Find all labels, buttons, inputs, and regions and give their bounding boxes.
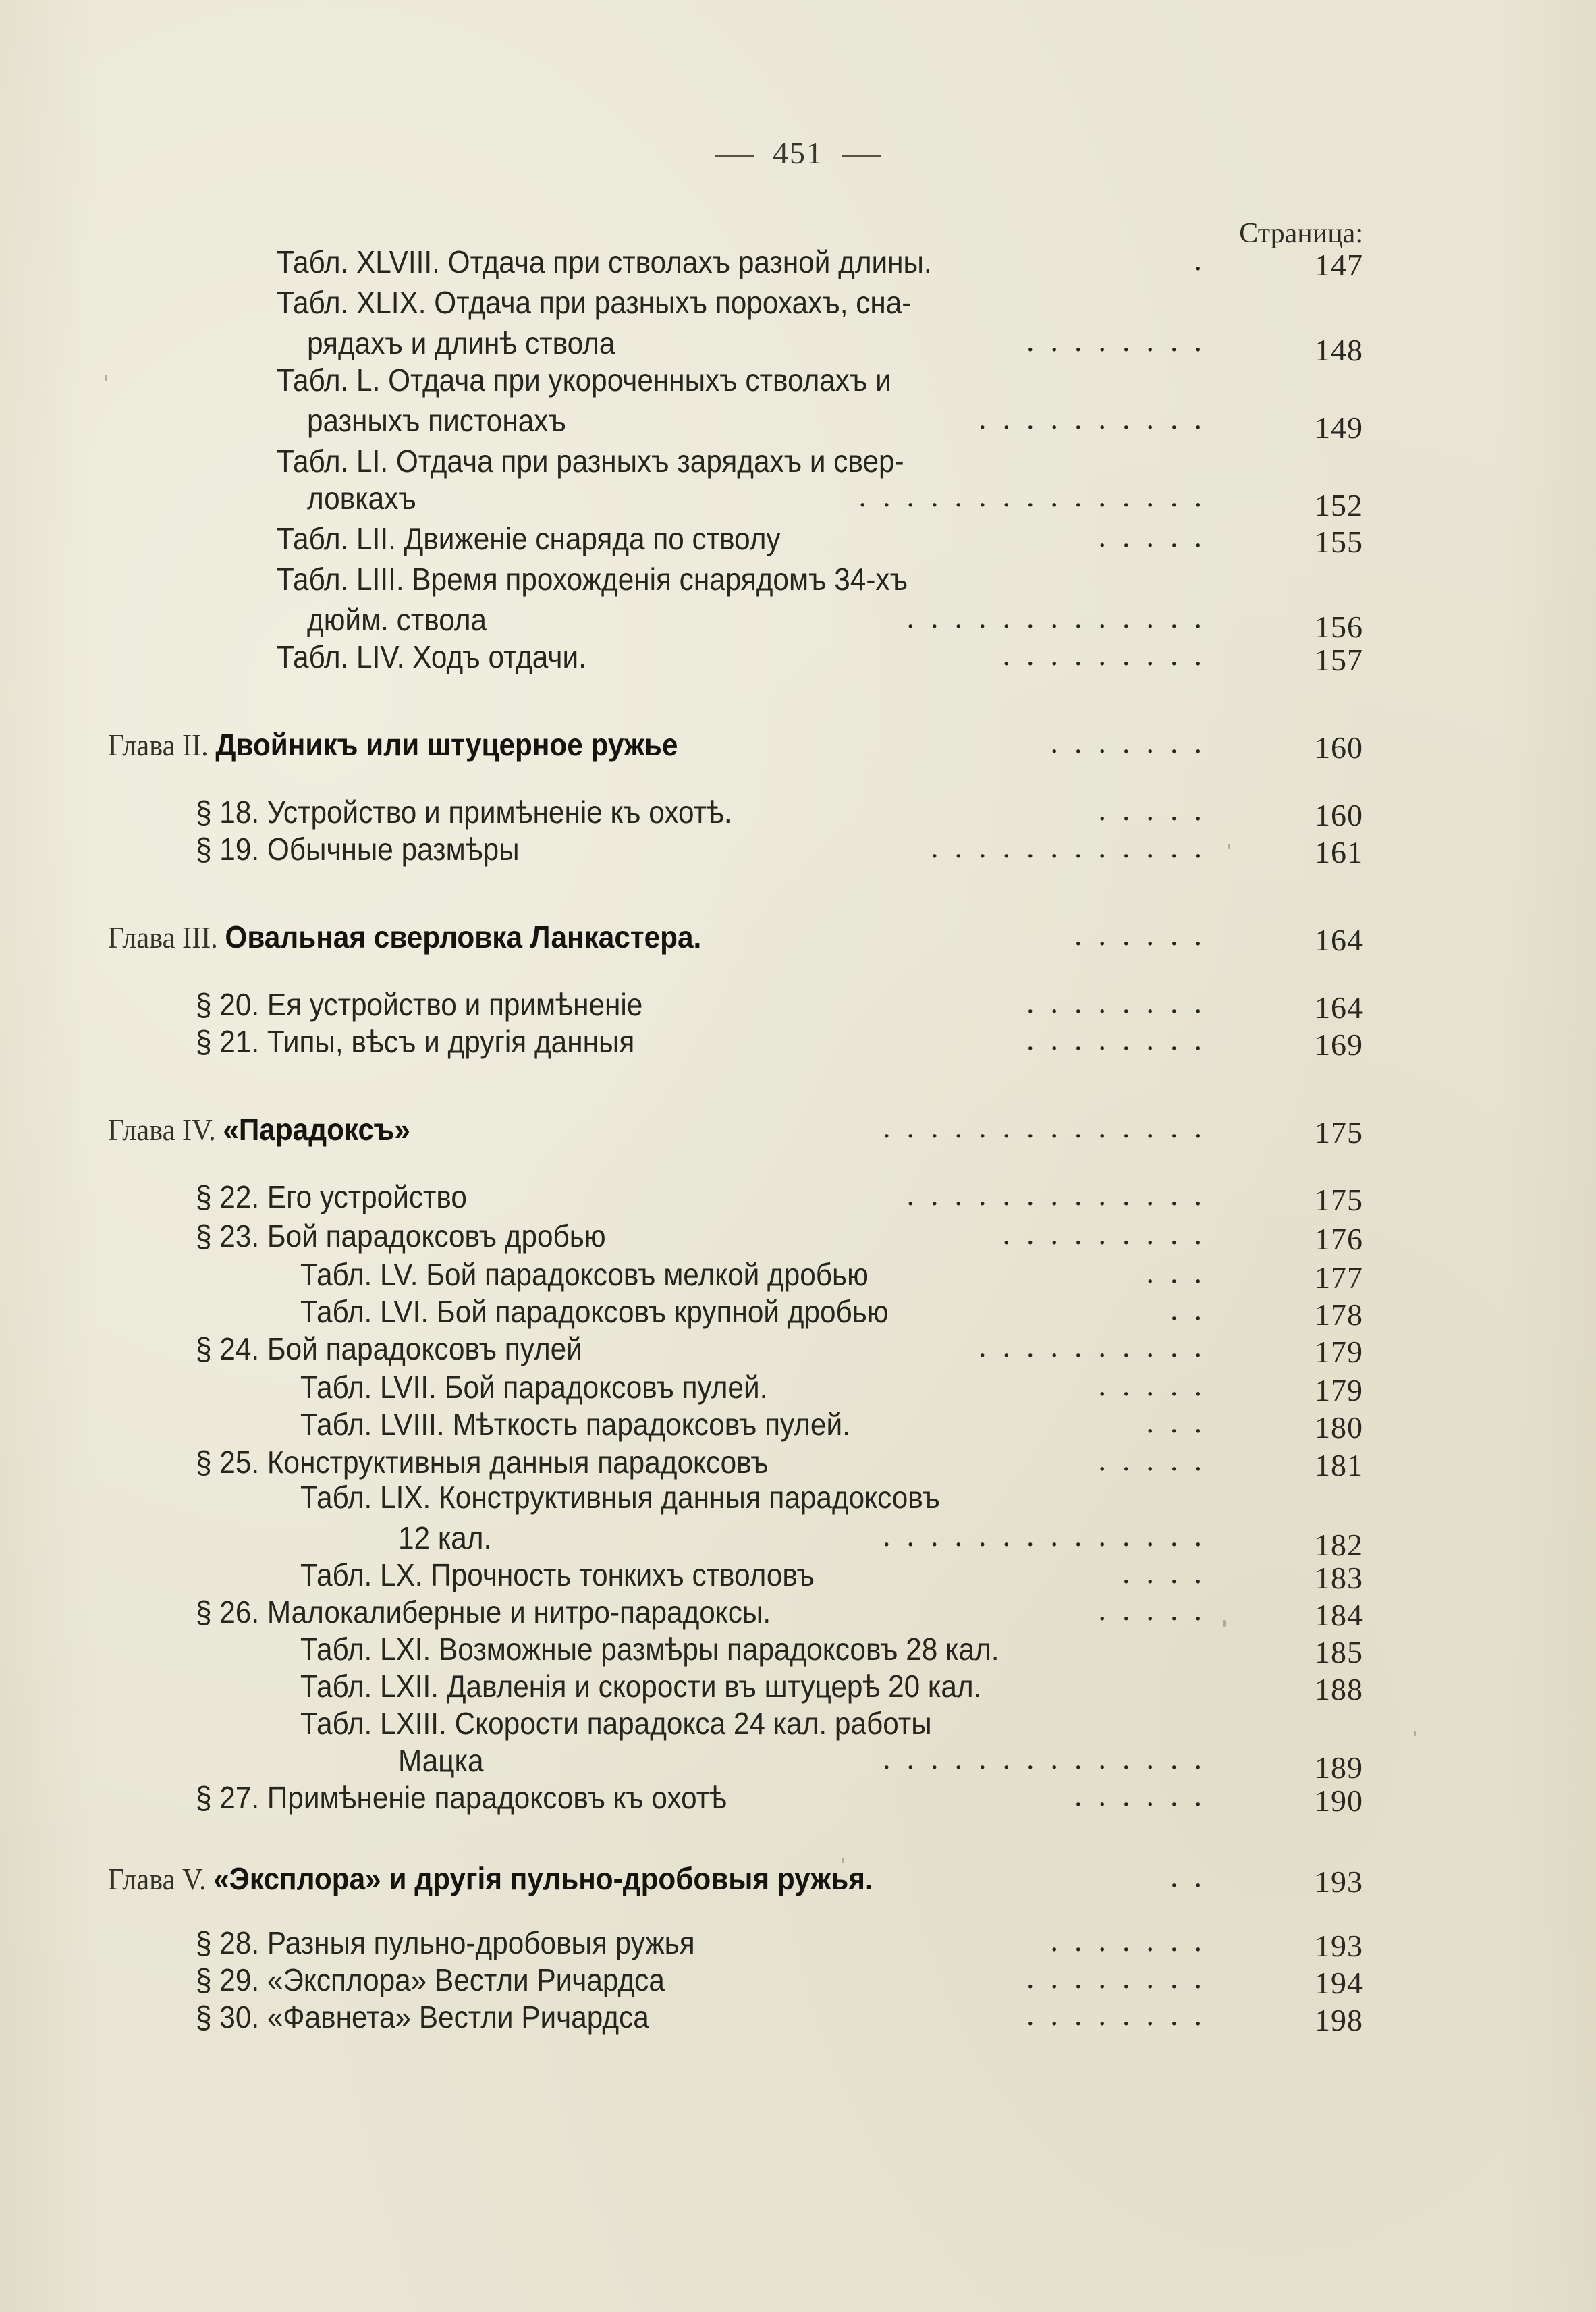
chapter-label: Глава IV. (108, 1112, 223, 1147)
entry-text: Табл. LX. Прочность тонкихъ стволовъ (300, 1557, 815, 1592)
entry-text: § 25. Конструктивныя данныя парадоксовъ (196, 1445, 769, 1480)
toc-table-entry (0, 358, 1596, 398)
toc-section-entry (0, 1995, 1596, 2035)
toc-table-entry (0, 597, 1596, 644)
leader-dots: ... (1146, 1255, 1218, 1289)
toc-table-entry (0, 1289, 1596, 1330)
toc-chapter-entry (0, 722, 1596, 763)
toc-table-entry (0, 1701, 1596, 1742)
leader-dots: ............... (858, 479, 1218, 513)
page-ref: 183 (1315, 1561, 1363, 1595)
page-ref: 156 (1315, 610, 1363, 644)
leader-dots: .............. (883, 1741, 1218, 1775)
page-ref: 176 (1315, 1222, 1363, 1256)
chapter-label: Глава III. (108, 920, 225, 955)
leader-dots: .............. (883, 1110, 1218, 1144)
page-ref: 188 (1315, 1672, 1363, 1706)
leader-dots: ........ (1026, 985, 1218, 1019)
page-ref: 180 (1315, 1410, 1363, 1445)
entry-text: § 24. Бой парадоксовъ пулей (196, 1331, 582, 1366)
entry-text: рядахъ и длинѣ ствола (307, 325, 615, 360)
leader-dots: ...... (1074, 1778, 1218, 1812)
toc-table-entry (0, 1553, 1596, 1593)
toc-section-entry (0, 1590, 1596, 1630)
page-ref: 152 (1315, 488, 1363, 522)
chapter-label: Глава V. (108, 1862, 214, 1896)
toc-section-entry (0, 1958, 1596, 1998)
page-ref: 177 (1315, 1260, 1363, 1295)
toc-chapter-entry (0, 915, 1596, 955)
leader-dots: ...... (1074, 917, 1218, 952)
page-ref: 149 (1315, 410, 1363, 445)
toc-table-entry (0, 1402, 1596, 1443)
page-ref: 148 (1315, 333, 1363, 367)
dash-left (715, 155, 754, 157)
chapter-title: Овальная сверловка Ланкастера. (225, 919, 702, 955)
entry-text: Табл. LI. Отдача при разныхъ зарядахъ и свер- (277, 443, 904, 479)
toc-table-entry (0, 439, 1596, 479)
entry-text: § 22. Его устройство (196, 1179, 467, 1214)
toc-table-entry (0, 321, 1596, 367)
leader-dots: ............. (906, 600, 1218, 635)
entry-text: § 26. Малокалиберные и нитро-парадоксы. (196, 1594, 771, 1630)
toc-table-entry (0, 476, 1596, 522)
page-ref: 161 (1315, 835, 1363, 869)
entry-text: § 23. Бой парадоксовъ дробью (196, 1218, 606, 1254)
toc-section-entry (0, 1214, 1596, 1254)
leader-dots: ........ (1026, 1022, 1218, 1056)
leader-dots: ........ (1026, 1997, 1218, 2032)
page-ref: 181 (1315, 1448, 1363, 1482)
page-ref: 182 (1315, 1528, 1363, 1562)
page-ref: 198 (1315, 2003, 1363, 2037)
chapter-title: «Парадоксъ» (223, 1112, 410, 1147)
page-column-header: Страница: (1239, 218, 1363, 249)
entry-text: Табл. LXII. Давленія и скорости въ штуцерѣ 20 кал. (300, 1669, 982, 1704)
leader-dots: .......... (979, 1329, 1218, 1364)
leader-dots: ..... (1098, 1592, 1218, 1627)
entry-text: Табл. LIV. Ходъ отдачи. (277, 639, 586, 674)
page-ref: 179 (1315, 1335, 1363, 1369)
toc-section-entry (0, 827, 1596, 867)
leader-dots: .. (1170, 1292, 1218, 1326)
toc-table-entry (0, 516, 1596, 557)
toc-table-entry (0, 1252, 1596, 1293)
leader-dots: ......... (1002, 637, 1218, 672)
chapter-label: Глава II. (108, 728, 216, 762)
entry-text: § 29. «Эксплора» Вестли Ричардса (196, 1962, 665, 1997)
entry-text: ловкахъ (307, 481, 416, 516)
leader-dots: ......... (1002, 1216, 1218, 1251)
toc-chapter-entry (0, 1856, 1596, 1897)
page-ref: 184 (1315, 1598, 1363, 1632)
entry-text: § 27. Примѣненіе парадоксовъ къ охотѣ (196, 1780, 727, 1815)
page-ref: 157 (1315, 643, 1363, 677)
leader-dots: .... (1122, 1555, 1218, 1590)
page-ref: 169 (1315, 1027, 1363, 1062)
leader-dots: ........ (1026, 1960, 1218, 1995)
leader-dots: ..... (1098, 792, 1218, 827)
page-ref: 164 (1315, 923, 1363, 957)
page-ref: 190 (1315, 1783, 1363, 1818)
page-ref: 155 (1315, 525, 1363, 559)
entry-text: Табл. LIII. Время прохожденія снарядомъ 34-хъ (277, 562, 908, 597)
toc-section-entry (0, 1175, 1596, 1215)
toc-table-entry (0, 1475, 1596, 1515)
page-ref: 193 (1315, 1864, 1363, 1899)
leader-dots: .. (1170, 1859, 1218, 1893)
toc-section-entry (0, 1440, 1596, 1480)
page-number: 451 (773, 136, 823, 170)
page-ref: 189 (1315, 1750, 1363, 1785)
chapter-title: Двойникъ или штуцерное ружье (215, 727, 678, 762)
entry-text: § 30. «Фавнета» Вестли Ричардса (196, 1999, 649, 2035)
toc-table-entry (0, 398, 1596, 445)
leader-dots: .............. (883, 1518, 1218, 1553)
entry-text: 12 кал. (398, 1520, 492, 1555)
toc-table-entry (0, 1738, 1596, 1785)
page-ref: 179 (1315, 1373, 1363, 1407)
toc-section-entry (0, 1775, 1596, 1816)
toc-section-entry (0, 790, 1596, 830)
toc-table-entry (0, 280, 1596, 321)
entry-text: Табл. LIX. Конструктивныя данныя парадоксовъ (300, 1480, 940, 1515)
toc-section-entry (0, 982, 1596, 1023)
entry-text: Табл. L. Отдача при укороченныхъ стволахъ и (277, 362, 891, 398)
dash-right (842, 155, 881, 157)
entry-text: Табл. LVII. Бой парадоксовъ пулей. (300, 1370, 768, 1405)
entry-text: разныхъ пистонахъ (307, 403, 566, 438)
leader-dots: ..... (1098, 519, 1218, 554)
running-head (0, 135, 1596, 171)
entry-text: дюйм. ствола (307, 602, 487, 637)
entry-text: Табл. LVIII. Мѣткость парадоксовъ пулей. (300, 1407, 850, 1442)
entry-text: Табл. LXIII. Скорости парадокса 24 кал. работы (300, 1706, 932, 1741)
page-ref: 160 (1315, 730, 1363, 765)
entry-text: § 28. Разныя пульно-дробовыя ружья (196, 1925, 695, 1960)
toc-section-entry (0, 1920, 1596, 1961)
page-ref: 185 (1315, 1635, 1363, 1669)
toc-section-entry (0, 1326, 1596, 1367)
entry-text: § 20. Ея устройство и примѣненіе (196, 987, 643, 1022)
toc-chapter-entry (0, 1107, 1596, 1148)
leader-dots: ..... (1098, 1443, 1218, 1477)
entry-text: Табл. XLVIII. Отдача при стволахъ разной длины. (277, 244, 932, 279)
leader-dots: . (1194, 242, 1218, 277)
entry-text: § 19. Обычные размѣры (196, 832, 520, 867)
entry-text: Табл. LV. Бой парадоксовъ мелкой дробью (300, 1257, 869, 1292)
page-ref: 194 (1315, 1966, 1363, 2000)
toc-table-entry (0, 635, 1596, 675)
entry-text: § 21. Типы, вѣсъ и другія данныя (196, 1024, 635, 1059)
page-ref: 178 (1315, 1297, 1363, 1332)
page-ref: 193 (1315, 1929, 1363, 1963)
leader-dots: ............. (906, 1177, 1218, 1212)
page-ref: 164 (1315, 990, 1363, 1025)
entry-text: Табл. LXI. Возможные размѣры парадоксовъ 28 кал. (300, 1632, 999, 1667)
leader-dots: ........ (1026, 323, 1218, 358)
toc-table-entry (0, 1627, 1596, 1667)
entry-text: § 18. Устройство и примѣненіе къ охотѣ. (196, 795, 732, 830)
chapter-title: «Эксплора» и другія пульно-дробовыя ружья. (213, 1861, 873, 1896)
leader-dots: .......... (979, 401, 1218, 435)
page-ref: 147 (1315, 248, 1363, 282)
leader-dots: ....... (1050, 725, 1218, 759)
leader-dots: ....... (1050, 1923, 1218, 1958)
entry-text: Мацка (398, 1743, 484, 1778)
toc-table-entry (0, 1515, 1596, 1562)
toc-table-entry (0, 1365, 1596, 1405)
entry-text: Табл. XLIX. Отдача при разныхъ порохахъ, сна- (277, 285, 912, 320)
toc-table-entry (0, 557, 1596, 597)
entry-text: Табл. LII. Движеніе снаряда по стволу (277, 521, 781, 556)
toc-table-entry (0, 1664, 1596, 1704)
toc-section-entry (0, 1019, 1596, 1060)
leader-dots: ..... (1098, 1368, 1218, 1402)
page-ref: 160 (1315, 798, 1363, 832)
leader-dots: ... (1146, 1405, 1218, 1439)
entry-text: Табл. LVI. Бой парадоксовъ крупной дробью (300, 1294, 889, 1329)
leader-dots: ............ (931, 830, 1218, 864)
page-ref: 175 (1315, 1115, 1363, 1150)
page-ref: 175 (1315, 1183, 1363, 1217)
toc-table-entry (0, 240, 1596, 280)
